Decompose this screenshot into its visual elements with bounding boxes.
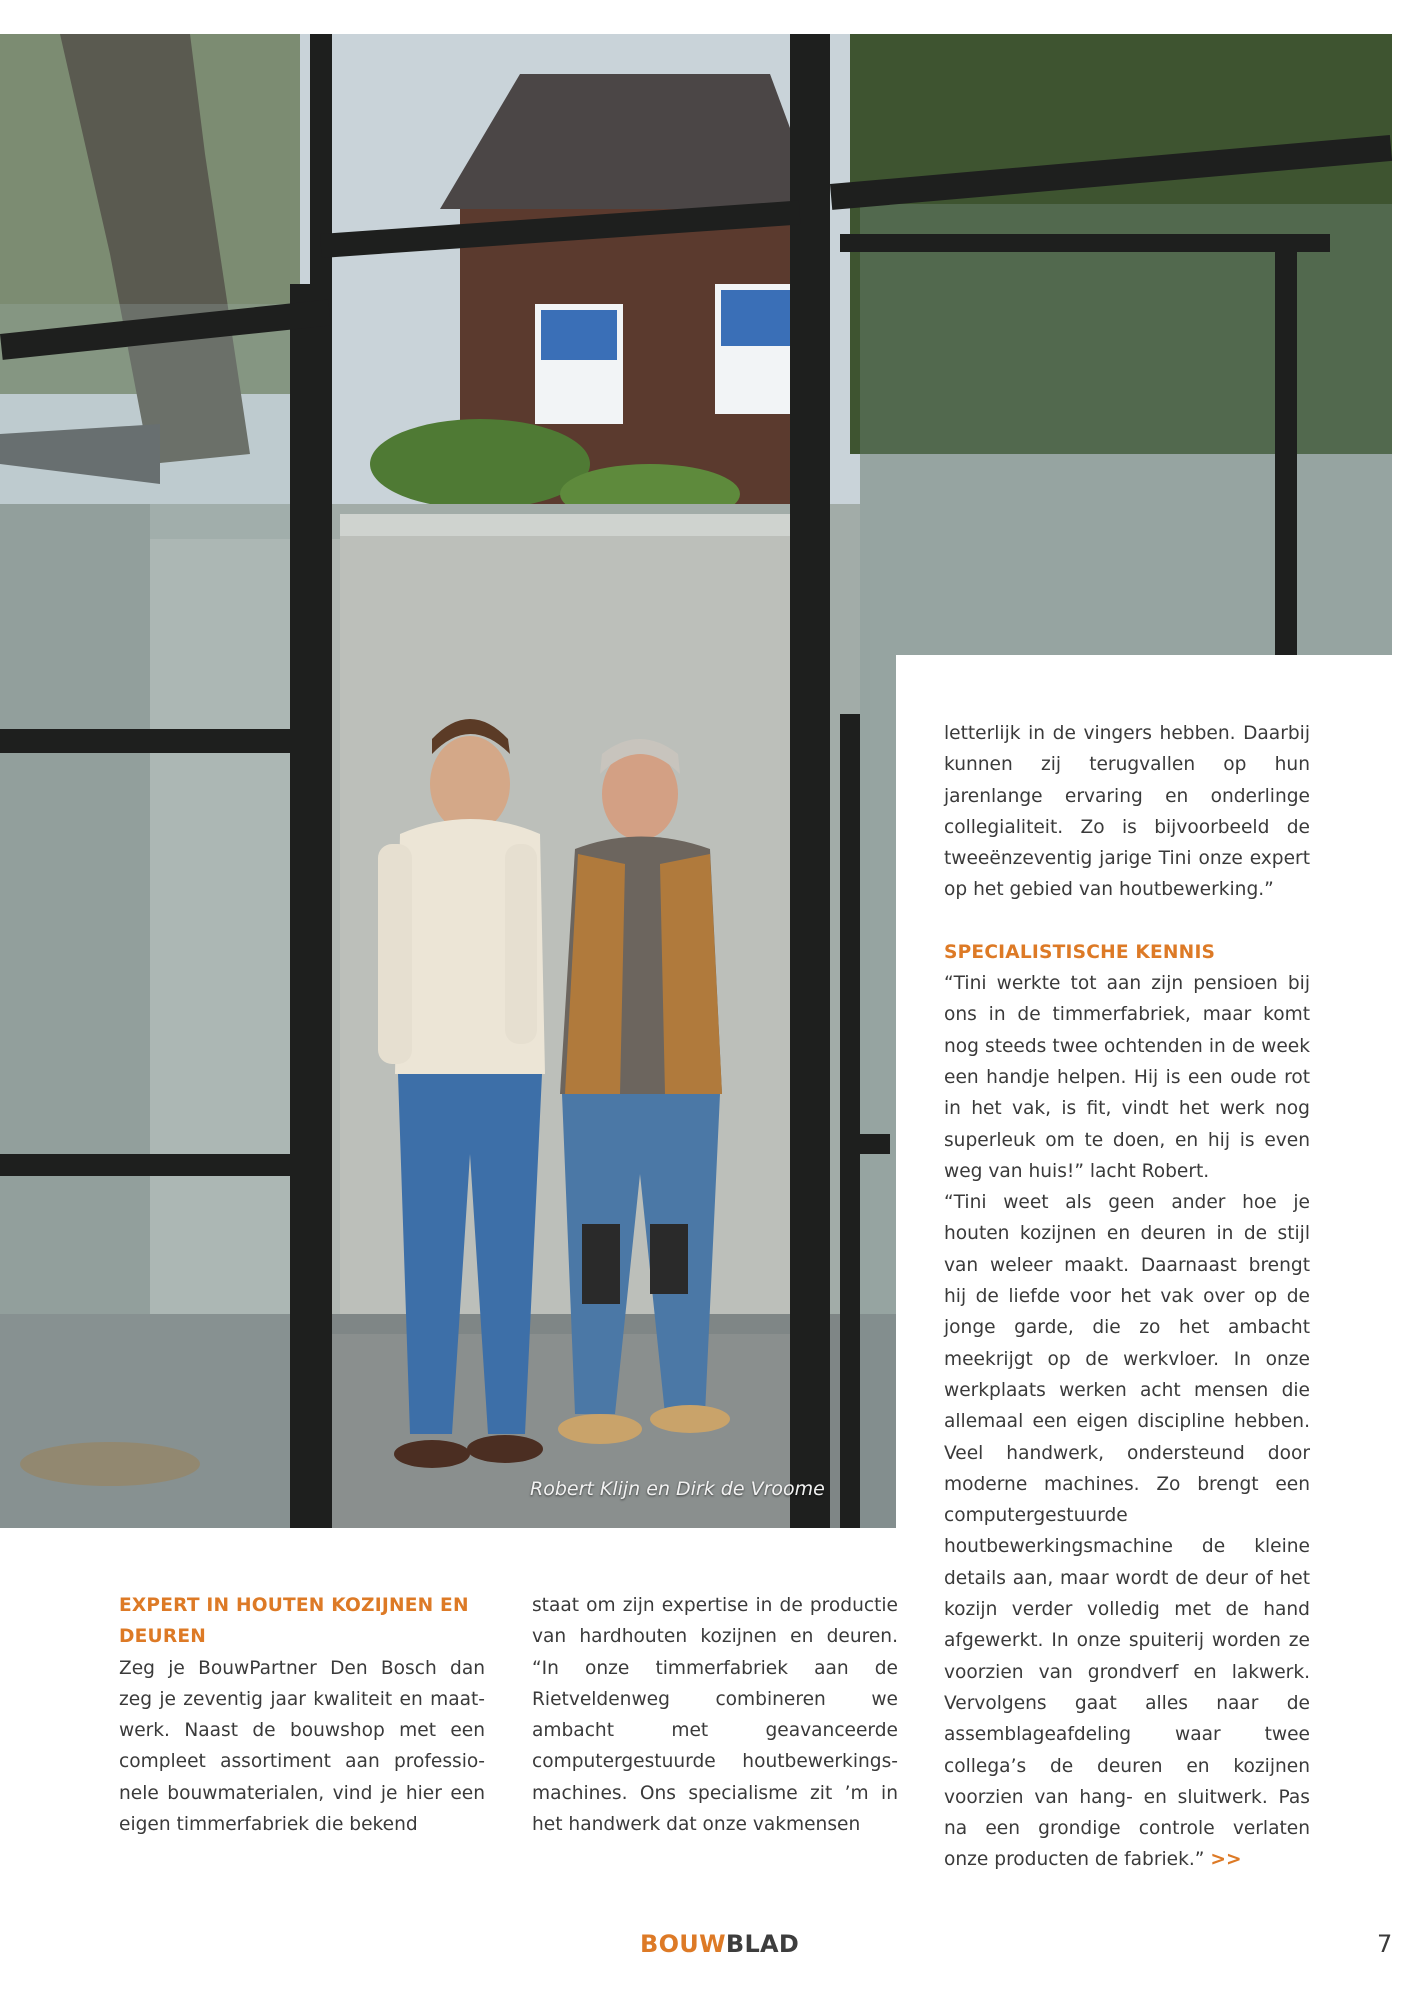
paragraph: Zeg je BouwPartner Den Bosch dan zeg je zeventig jaar kwaliteit en maatwerk. Naast de bouwshop met een compleet assortiment aan professionele bouwmaterialen, vind je hier een eigen timmerfabriek die bekend xyxy=(119,1657,485,1836)
article-column-3 xyxy=(944,718,1310,1876)
article-column-1 xyxy=(119,1590,485,1840)
paragraph: “Tini werkte tot aan zijn pensioen bij ons in de timmerfabriek, maar komt nog steeds twee ochtenden in de week een handje helpen. Hij is een oude rot in het vak, is fit, vindt het werk nog superleuk om te doen, en hij is even weg van huis!” lacht Robert. xyxy=(944,973,1310,1182)
paragraph xyxy=(944,1187,1310,1876)
article-column-2 xyxy=(532,1590,898,1840)
section-heading-expert: EXPERT IN HOUTEN KOZIJNEN EN DEUREN xyxy=(119,1595,469,1648)
photo-caption: Robert Klijn en Dirk de Vroome xyxy=(530,1478,825,1500)
magazine-logo xyxy=(640,1930,799,1958)
logo-part-bouw: BOUW xyxy=(640,1930,726,1958)
continue-arrow-link[interactable]: >> xyxy=(1210,1849,1242,1871)
paragraph-intro: letterlijk in de vingers hebben. Daarbij kunnen zij terugvallen op hun jarenlange ervaring en onderlinge collegialiteit. Zo is bijvoorbeeld de tweeënzeventig jarige Tini onze expert op het gebied van houtbewerking.” xyxy=(944,723,1310,901)
page-number: 7 xyxy=(1377,1930,1393,1958)
paragraph-text: “Tini weet als geen ander hoe je houten kozijnen en deuren in de stijl van weleer maakt. Daarnaast brengt hij de liefde voor het vak over op de jonge garde, die zo het ambacht meekrijgt op de werkvloer. In onze werkplaats werken acht mensen die allemaal een eigen discipline hebben. Veel handwerk, ondersteund door moderne machines. Zo brengt een computergestuurde houtbewerkingsmachine de kleine details aan, maar wordt de deur of het kozijn verder volledig met de hand afgewerkt. In onze spuiterij worden ze voorzien van grondverf en lakwerk. Vervolgens gaat alles naar de assemblageafdeling waar twee collega’s de deuren en kozijnen voorzien van hang- en sluitwerk. Pas na een grondige controle verlaten onze producten de fabriek.” xyxy=(944,1192,1310,1871)
logo-part-blad: BLAD xyxy=(725,1930,800,1958)
section-heading-specialistische-kennis: SPECIALISTISCHE KENNIS xyxy=(944,941,1216,963)
paragraph: staat om zijn expertise in de productie van hardhouten kozijnen en deuren. “In onze timmerfabriek aan de Rietveldenweg combineren we ambacht met geavanceerde computergestuurde houtbewerkingsmachines. Ons specialisme zit ’m in het handwerk dat onze vakmensen xyxy=(532,1595,898,1836)
